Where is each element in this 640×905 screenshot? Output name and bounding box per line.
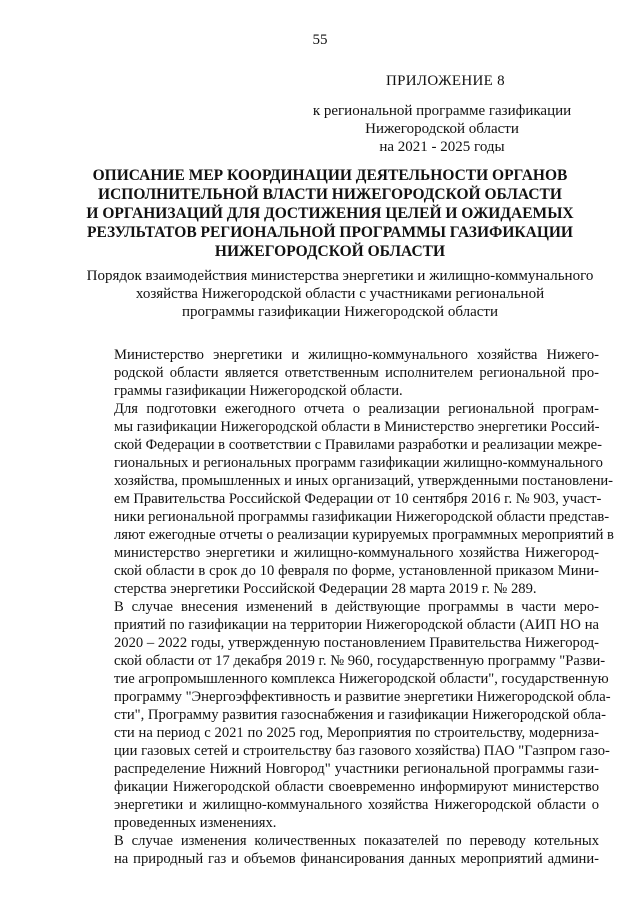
text-line: ской области в срок до 10 февраля по форме, установленной приказом Мини- bbox=[114, 563, 599, 579]
main-title-line: РЕЗУЛЬТАТОВ РЕГИОНАЛЬНОЙ ПРОГРАММЫ ГАЗИФИКАЦИИ bbox=[86, 224, 573, 241]
text-line: хозяйства, промышленных и иных организаций, утвержденными постановлени- bbox=[114, 473, 614, 489]
text-line: стерства энергетики Российской Федерации 28 марта 2019 г. № 289. bbox=[114, 581, 537, 597]
section-subtitle bbox=[70, 267, 610, 321]
section-subtitle-line: программы газификации Нижегородской области bbox=[182, 304, 498, 320]
text-line: программу "Энергоэффективность и развитие энергетики Нижегородской обла- bbox=[114, 689, 611, 705]
text-line: сти на период с 2021 по 2025 год, Мероприятия по строительству, модерниза- bbox=[114, 725, 599, 741]
text-line: ции газовых сетей и строительству баз газового хозяйства) ПАО "Газпром газо- bbox=[114, 743, 610, 759]
text-line: граммы газификации Нижегородской области. bbox=[114, 383, 403, 399]
paragraph-program-changes bbox=[76, 598, 611, 832]
text-line: министерство энергетики и жилищно-коммунального хозяйства Нижегород- bbox=[114, 545, 599, 561]
main-title bbox=[70, 166, 590, 261]
text-line: тие агропромышленного комплекса Нижегородской области", государственную bbox=[114, 671, 609, 687]
text-line: энергетики и жилищно-коммунального хозяйства Нижегородской области о bbox=[114, 797, 599, 813]
text-line: ской области от 17 декабря 2019 г. № 960, государственную программу "Разви- bbox=[114, 653, 606, 669]
section-subtitle-line: хозяйства Нижегородской области с участниками региональной bbox=[135, 286, 545, 302]
text-line: приятий по газификации на территории Нижегородской области (АИП НО на bbox=[114, 617, 599, 633]
appendix-title: ПРИЛОЖЕНИЕ 8 bbox=[386, 73, 505, 89]
text-line: ляют ежегодные отчеты о реализации курируемых программных мероприятий в bbox=[114, 527, 614, 543]
text-line: мы газификации Нижегородской области в Министерство энергетики Россий- bbox=[114, 419, 600, 435]
text-line: сти", Программу развития газоснабжения и газификации Нижегородской обла- bbox=[114, 707, 606, 723]
main-title-line: НИЖЕГОРОДСКОЙ ОБЛАСТИ bbox=[214, 243, 446, 260]
text-line: фикации Нижегородской области своевременно информируют министерство bbox=[114, 779, 599, 795]
body-text bbox=[76, 346, 614, 868]
text-line: ской Федерации в соответствии с Правилами разработки и реализации межре- bbox=[114, 437, 603, 453]
appendix-subtitle-line: к региональной программе газификации bbox=[312, 103, 572, 119]
text-line: распределение Нижний Новгород" участники региональной программы гази- bbox=[114, 761, 599, 777]
text-line: родской области является ответственным исполнителем региональной про- bbox=[114, 365, 599, 381]
text-line: на природный газ и объемов финансирования данных мероприятий админи- bbox=[114, 851, 599, 867]
text-line: 2020 – 2022 годы, утвержденную постановлением Правительства Нижегород- bbox=[114, 635, 599, 651]
text-line: В случае внесения изменений в действующие программы в части меро- bbox=[114, 599, 599, 615]
paragraph-responsibility bbox=[76, 346, 599, 400]
appendix-subtitle-line: на 2021 - 2025 годы bbox=[379, 139, 505, 155]
paragraph-boiler-changes bbox=[76, 832, 599, 868]
section-subtitle-line: Порядок взаимодействия министерства энергетики и жилищно-коммунального bbox=[86, 268, 594, 284]
page-number: 55 bbox=[312, 32, 328, 48]
main-title-line: И ОРГАНИЗАЦИЙ ДЛЯ ДОСТИЖЕНИЯ ЦЕЛЕЙ И ОЖИДАЕМЫХ bbox=[86, 205, 574, 222]
appendix-subtitle-line: Нижегородской области bbox=[365, 121, 519, 137]
text-line: ники региональной программы газификации Нижегородской области представ- bbox=[114, 509, 610, 525]
text-line: Министерство энергетики и жилищно-коммунального хозяйства Нижего- bbox=[114, 347, 599, 363]
text-line: гиональных и региональных программ газификации жилищно-коммунального bbox=[114, 455, 603, 471]
text-line: В случае изменения количественных показателей по переводу котельных bbox=[114, 833, 599, 849]
text-line: ем Правительства Российской Федерации от 10 сентября 2016 г. № 903, участ- bbox=[114, 491, 602, 507]
text-line: Для подготовки ежегодного отчета о реализации региональной програм- bbox=[114, 401, 599, 417]
main-title-line: ИСПОЛНИТЕЛЬНОЙ ВЛАСТИ НИЖЕГОРОДСКОЙ ОБЛАСТИ bbox=[98, 186, 562, 203]
main-title-line: ОПИСАНИЕ МЕР КООРДИНАЦИИ ДЕЯТЕЛЬНОСТИ ОРГАНОВ bbox=[92, 167, 568, 184]
paragraph-reporting bbox=[76, 400, 614, 598]
text-line: проведенных изменениях. bbox=[114, 815, 277, 831]
appendix-subtitle bbox=[292, 102, 592, 156]
